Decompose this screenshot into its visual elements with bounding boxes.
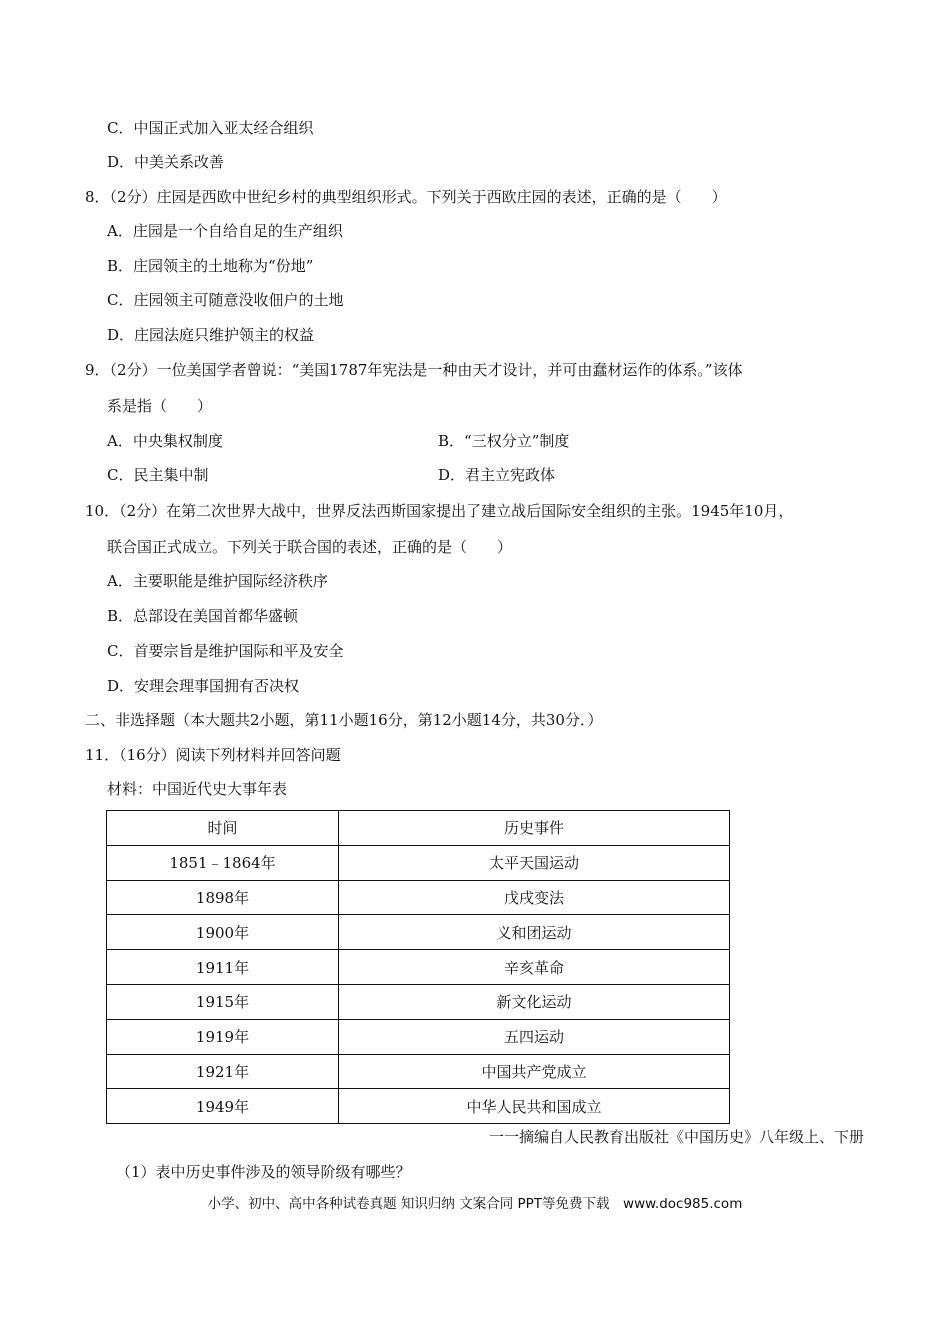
header-time: 时间 (107, 811, 339, 846)
table-row (107, 845, 730, 880)
table-row (107, 1089, 730, 1124)
q11-material-label: 材料：中国近代史大事年表 (107, 780, 288, 798)
q8-option-a: A．庄园是一个自给自足的生产组织 (107, 222, 343, 240)
q11-sub-question-1: （1）表中历史事件涉及的领导阶级有哪些？ (116, 1163, 411, 1181)
q8-option-c: C．庄园领主可随意没收佃户的土地 (107, 291, 344, 309)
cell-time: 1900年 (107, 915, 339, 950)
cell-time: 1919年 (107, 1019, 339, 1054)
cell-time: 1911年 (107, 950, 339, 985)
q10-stem-line2: 联合国正式成立。下列关于联合国的表述，正确的是（ ） (107, 538, 513, 556)
cell-event: 中国共产党成立 (339, 1054, 730, 1089)
table-source: 一一摘编自人民教育出版社《中国历史》八年级上、下册 (488, 1128, 864, 1146)
q8-option-b: B．庄园领主的土地称为“份地” (107, 257, 314, 275)
cell-event: 新文化运动 (339, 984, 730, 1019)
q10-stem-line1: 10．（2分）在第二次世界大战中，世界反法西斯国家提出了建立战后国际安全组织的主张。1945年10月， (85, 502, 794, 520)
q11-stem: 11．（16分）阅读下列材料并回答问题 (85, 746, 341, 764)
table-row (107, 880, 730, 915)
table-row (107, 984, 730, 1019)
table-header-row (107, 811, 730, 846)
table-row (107, 950, 730, 985)
cell-event: 辛亥革命 (339, 950, 730, 985)
cell-time: 1949年 (107, 1089, 339, 1124)
cell-time: 1915年 (107, 984, 339, 1019)
section2-title: 二、非选择题（本大题共2小题，第11小题16分，第12小题14分，共30分．） (85, 711, 603, 729)
cell-time: 1898年 (107, 880, 339, 915)
q7-option-d: D．中美关系改善 (107, 153, 225, 171)
table-row (107, 915, 730, 950)
cell-time: 1921年 (107, 1054, 339, 1089)
cell-event: 中华人民共和国成立 (339, 1089, 730, 1124)
events-table (106, 810, 730, 1124)
q10-option-c: C．首要宗旨是维护国际和平及安全 (107, 642, 344, 660)
q8-option-d: D．庄园法庭只维护领主的权益 (107, 326, 315, 344)
q8-stem: 8．（2分）庄园是西欧中世纪乡村的典型组织形式。下列关于西欧庄园的表述，正确的是（ ） (85, 188, 727, 206)
cell-event: 戊戌变法 (339, 880, 730, 915)
table-row (107, 1054, 730, 1089)
q9-option-c: C．民主集中制 (107, 466, 209, 484)
q10-option-a: A．主要职能是维护国际经济秩序 (107, 572, 328, 590)
q9-option-a: A．中央集权制度 (107, 432, 223, 450)
cell-event: 义和团运动 (339, 915, 730, 950)
q10-option-d: D．安理会理事国拥有否决权 (107, 677, 300, 695)
q9-stem-line2: 系是指（ ） (107, 397, 213, 415)
q10-option-b: B．总部设在美国首都华盛顿 (107, 607, 299, 625)
q7-option-c: C．中国正式加入亚太经合组织 (107, 119, 314, 137)
cell-event: 太平天国运动 (339, 845, 730, 880)
page-footer: 小学、初中、高中各种试卷真题 知识归纳 文案合同 PPT等免费下载 www.doc985.com (207, 1196, 743, 1212)
table-row (107, 1019, 730, 1054)
q9-option-d: D．君主立宪政体 (438, 466, 556, 484)
q9-option-b: B．“三权分立”制度 (438, 432, 570, 450)
cell-event: 五四运动 (339, 1019, 730, 1054)
cell-time: 1851﹣1864年 (107, 845, 339, 880)
header-event: 历史事件 (339, 811, 730, 846)
q9-stem-line1: 9．（2分）一位美国学者曾说：“美国1787年宪法是一种由天才设计，并可由蠢材运作的体系。”该体 (85, 361, 743, 379)
